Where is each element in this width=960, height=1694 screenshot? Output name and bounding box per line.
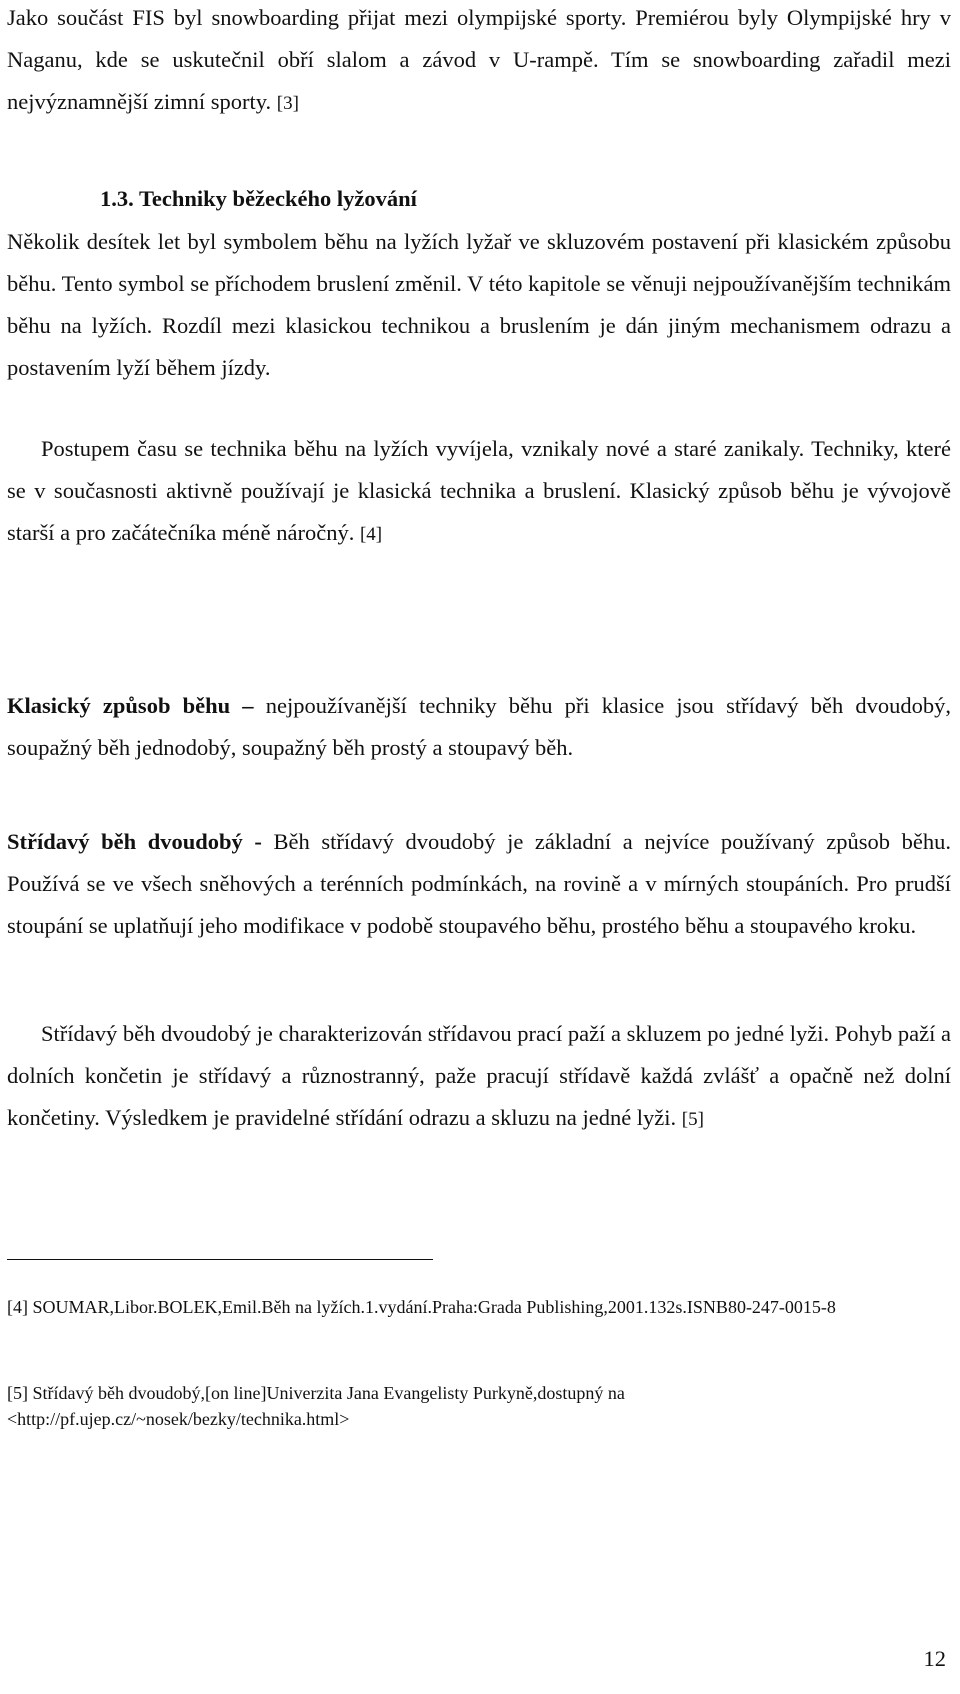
- paragraph-charakterizace: [7, 1013, 951, 1141]
- paragraph-postupem: [7, 428, 951, 556]
- citation-ref: [5]: [681, 1109, 704, 1130]
- paragraph-text: nejpoužívanější techniky běhu při klasice jsou střídavý běh dvoudobý, soupažný běh jednodobý, soupažný běh prostý a stoupavý běh.: [7, 693, 951, 760]
- citation-ref: [3]: [276, 93, 299, 114]
- paragraph-techniky: Několik desítek let byl symbolem běhu na lyžích lyžař ve skluzovém postavení při klasickém způsobu běhu. Tento symbol se příchodem bruslení změnil. V této kapitole se věnuji nejpoužívanějším technikám běhu na lyžích. Rozdíl mezi klasickou technikou a bruslením je dán jiným mechanismem odrazu a postavením lyží během jízdy.: [7, 229, 951, 380]
- term-label: Klasický způsob běhu –: [7, 693, 254, 718]
- citation-ref: [4]: [359, 524, 383, 545]
- paragraph-text: Střídavý běh dvoudobý je charakterizován střídavou prací paží a skluzem po jedné lyži. Pohyb paží a dolních končetin je střídavý a různostranný, paže pracují střídavě každá zvlášť a opačně než dolní končetiny. Výsledkem je pravidelné střídání odrazu a skluzu na jedné lyži.: [7, 1021, 951, 1130]
- footnote-4: [4] SOUMAR,Libor.BOLEK,Emil.Běh na lyžích.1.vydání.Praha:Grada Publishing,2001.132s.ISNB80-247-0015-8: [7, 1297, 836, 1317]
- footnote-divider: [7, 1259, 433, 1260]
- footnote-5: [5] Střídavý běh dvoudobý,[on line]Univerzita Jana Evangelisty Purkyně,dostupný na <http://pf.ujep.cz/~nosek/bezky/technika.html>: [7, 1383, 625, 1429]
- paragraph-text: Jako součást FIS byl snowboarding přijat mezi olympijské sporty. Premiérou byly Olympijské hry v Naganu, kde se uskutečnil obří slalom a závod v U-rampě. Tím se snowboarding zařadil mezi nejvýznamnější zimní sporty.: [7, 5, 951, 114]
- paragraph-text: Běh střídavý dvoudobý je základní a nejvíce používaný způsob běhu. Používá se ve všech sněhových a terénních podmínkách, na rovině a v mírných stoupáních. Pro prudší stoupání se uplatňují jeho modifikace v podobě stoupavého běhu, prostého běhu a stoupavého kroku.: [7, 829, 951, 938]
- paragraph-stridavy-beh: [7, 821, 951, 947]
- section-heading: 1.3. Techniky běžeckého lyžování: [100, 186, 417, 211]
- paragraph-text: Postupem času se technika běhu na lyžích vyvíjela, vznikaly nové a staré zanikaly. Techniky, které se v současnosti aktivně používají je klasická technika a bruslení. Klasický způsob běhu je vývojově starší a pro začátečníka méně náročný.: [7, 436, 951, 545]
- paragraph-klasicky-zpusob: [7, 685, 951, 769]
- page-number: 12: [923, 1646, 946, 1671]
- term-label: Střídavý běh dvoudobý -: [7, 829, 262, 854]
- paragraph-snowboarding: [7, 0, 951, 125]
